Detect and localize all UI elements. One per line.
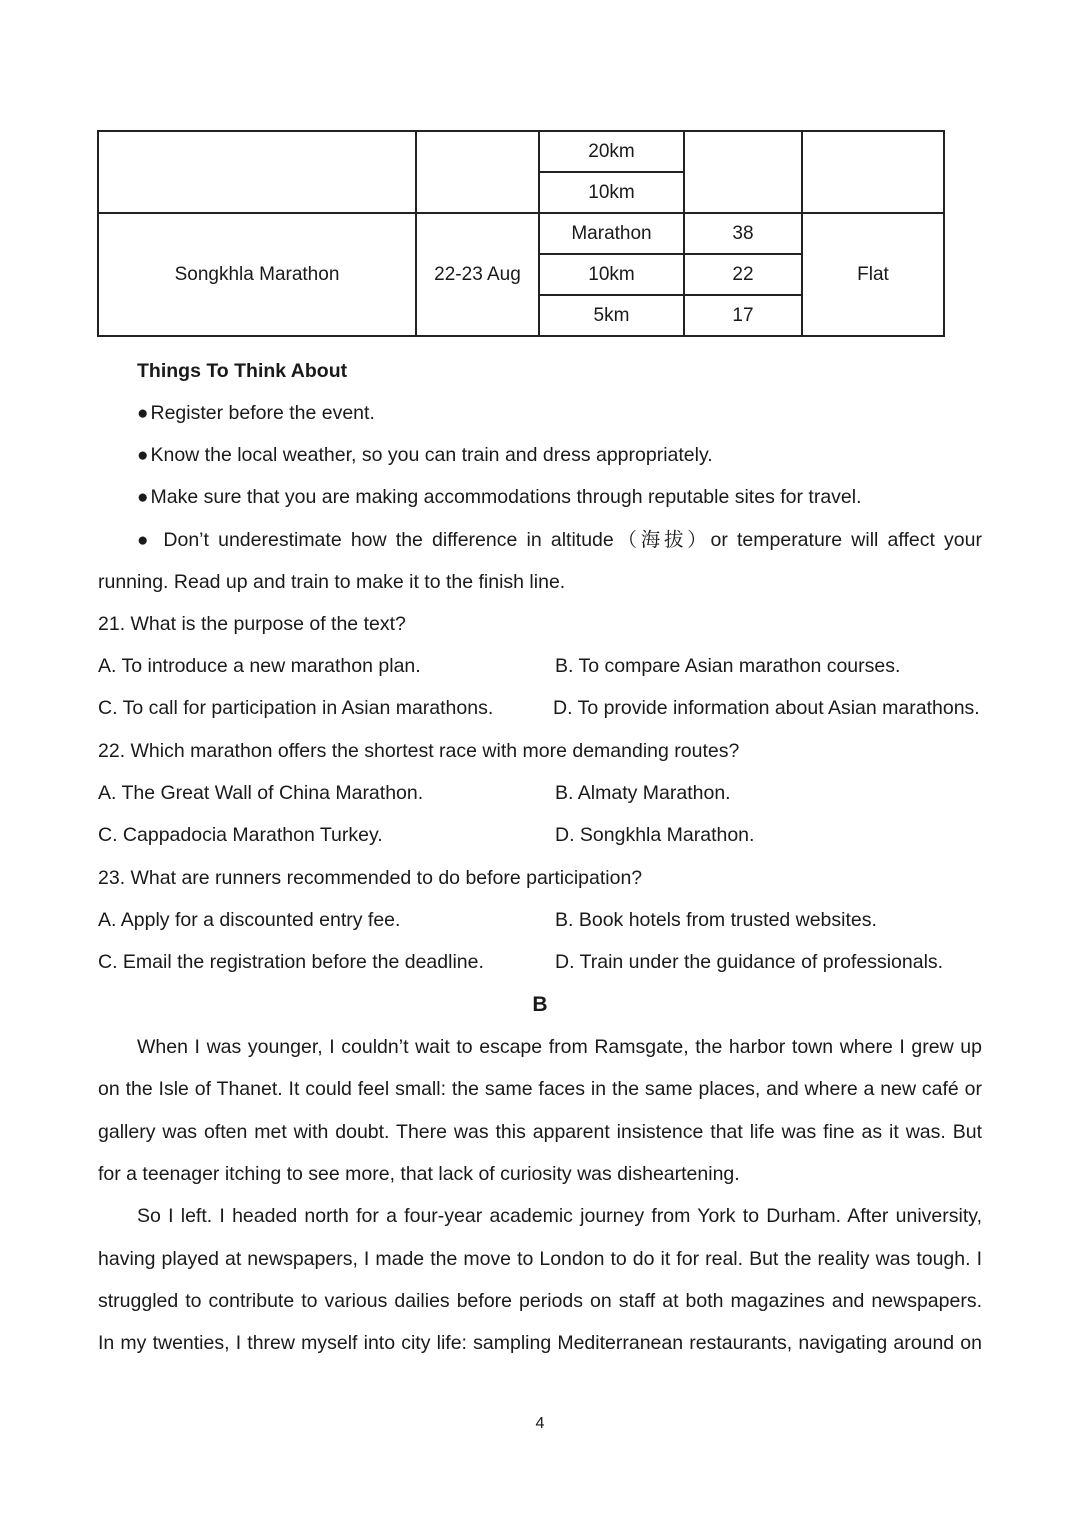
table-cell-terrain: Flat	[802, 213, 944, 336]
question-stem: 21. What is the purpose of the text?	[98, 613, 406, 635]
table-cell-distance: 20km	[539, 131, 684, 172]
option-d: D. Train under the guidance of professionals.	[555, 951, 944, 973]
table-cell-date: 22-23 Aug	[416, 213, 539, 336]
table-cell-distance: 10km	[539, 172, 684, 213]
table-cell-distance: 5km	[539, 295, 684, 336]
bullet-icon: ●	[137, 530, 153, 551]
passage-line: for a teenager itching to see more, that lack of curiosity was disheartening.	[98, 1163, 740, 1185]
option-a: A. To introduce a new marathon plan.	[98, 655, 421, 677]
option-c: C. Cappadocia Marathon Turkey.	[98, 824, 383, 846]
table-cell-empty	[416, 131, 539, 213]
passage-line: having played at newspapers, I made the move to London to do it for real. But the reality was tough. I	[98, 1248, 982, 1270]
option-b: B. To compare Asian marathon courses.	[555, 655, 901, 677]
tip-item: ● Know the local weather, so you can train and dress appropriately.	[137, 444, 713, 466]
table-row	[98, 213, 944, 254]
passage-line: gallery was often met with doubt. There was this apparent insistence that life was fine as it was. But	[98, 1121, 982, 1143]
table-row	[98, 131, 944, 172]
option-c: C. To call for participation in Asian marathons.	[98, 697, 494, 719]
bullet-icon: ●	[137, 445, 149, 466]
tip-item: ● Don’t underestimate how the difference in altitude（海拔）or temperature will affect your	[137, 529, 982, 551]
table-cell-empty	[684, 131, 802, 213]
table-cell-empty	[98, 131, 416, 213]
tip-item: ● Make sure that you are making accommodations through reputable sites for travel.	[137, 486, 862, 508]
question-stem: 23. What are runners recommended to do before participation?	[98, 867, 643, 889]
table-cell-marathon-name: Songkhla Marathon	[98, 213, 416, 336]
tip-item: ● Register before the event.	[137, 402, 375, 424]
tip-continuation: running. Read up and train to make it to the finish line.	[98, 571, 566, 593]
section-label: B	[532, 993, 548, 1016]
tips-heading: Things To Think About	[137, 360, 348, 382]
table-cell-empty	[802, 131, 944, 213]
table-cell-fee: 38	[684, 213, 802, 254]
marathon-table	[97, 130, 945, 337]
bullet-icon: ●	[137, 403, 149, 424]
table-cell-fee: 22	[684, 254, 802, 295]
table-cell-distance: Marathon	[539, 213, 684, 254]
option-a: A. Apply for a discounted entry fee.	[98, 909, 401, 931]
bullet-icon: ●	[137, 487, 149, 508]
option-a: A. The Great Wall of China Marathon.	[98, 782, 424, 804]
passage-line: When I was younger, I couldn’t wait to escape from Ramsgate, the harbor town where I grew up	[137, 1036, 982, 1058]
option-d: D. Songkhla Marathon.	[555, 824, 755, 846]
option-b: B. Book hotels from trusted websites.	[555, 909, 877, 931]
passage-line: struggled to contribute to various dailies before periods on staff at both magazines and newspapers.	[98, 1290, 982, 1312]
option-d: D. To provide information about Asian marathons.	[553, 697, 980, 719]
passage-line: on the Isle of Thanet. It could feel small: the same faces in the same places, and where a new café or	[98, 1078, 982, 1100]
table-cell-fee: 17	[684, 295, 802, 336]
table-cell-distance: 10km	[539, 254, 684, 295]
question-stem: 22. Which marathon offers the shortest race with more demanding routes?	[98, 740, 740, 762]
option-b: B. Almaty Marathon.	[555, 782, 731, 804]
passage-line: So I left. I headed north for a four-year academic journey from York to Durham. After university,	[137, 1205, 982, 1227]
page-number: 4	[535, 1415, 545, 1432]
option-c: C. Email the registration before the deadline.	[98, 951, 484, 973]
passage-line: In my twenties, I threw myself into city life: sampling Mediterranean restaurants, navigating around on	[98, 1332, 982, 1354]
